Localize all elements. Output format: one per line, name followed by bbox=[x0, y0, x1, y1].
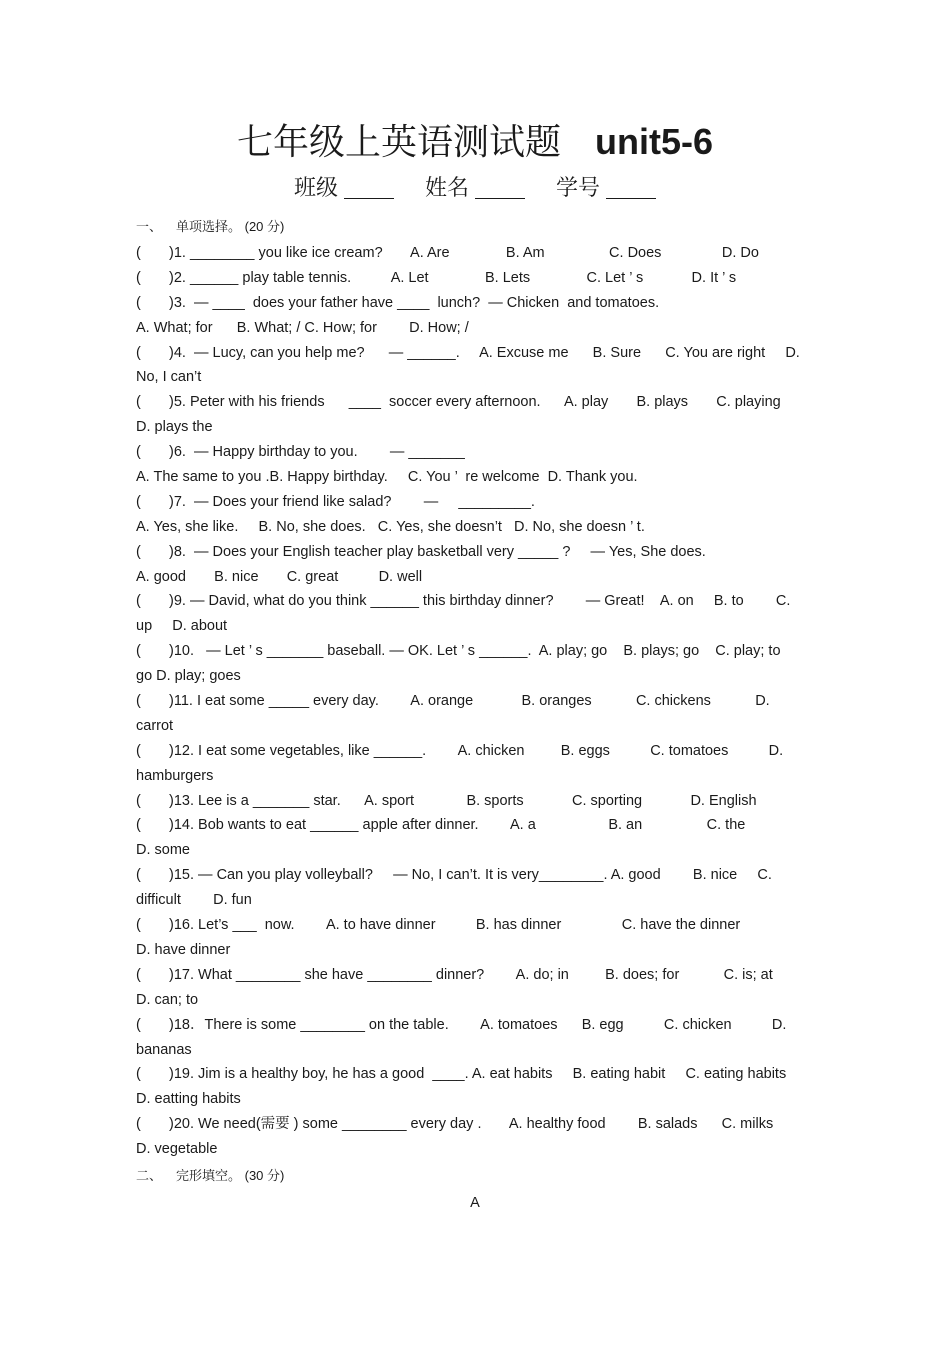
question-line: difficult D. fun bbox=[136, 892, 252, 909]
name-label: 姓名 bbox=[424, 176, 469, 201]
section-title: 完形填空。 (30 分) bbox=[176, 1168, 285, 1183]
question-line: ( )17. What ________ she have ________ dinner? A. do; in B. does; for C. is; at bbox=[136, 966, 773, 983]
question-line: ( )2. ______ play table tennis. A. Let B. Lets C. Let ’ s D. It ’ s bbox=[136, 269, 737, 286]
question-line: ( )6. — Happy birthday to you. — _______ bbox=[136, 444, 465, 461]
question-line: D. vegetable bbox=[136, 1141, 218, 1158]
question-line: ( )10. — Let ’ s _______ baseball. — OK. Let ’ s ______. A. play; go B. plays; go C. play; to bbox=[136, 643, 781, 660]
number-label: 学号 bbox=[556, 176, 601, 201]
question-line: ( )14. Bob wants to eat ______ apple after dinner. A. a B. an C. the bbox=[136, 817, 746, 834]
section-heading-2 bbox=[136, 1166, 284, 1186]
name-field bbox=[425, 172, 525, 206]
page-title bbox=[0, 118, 950, 167]
question-line: ( )4. — Lucy, can you help me? — ______. A. Excuse me B. Sure C. You are right D. bbox=[136, 344, 800, 361]
question-line: ( )18．There is some ________ on the table. A. tomatoes B. egg C. chicken D. bbox=[136, 1016, 787, 1033]
question-line: A. good B. nice C. great D. well bbox=[136, 568, 423, 585]
question-line: ( )9. — David, what do you think ______ this birthday dinner? — Great! A. on B. to C. bbox=[136, 593, 791, 610]
question-line: ( )8. — Does your English teacher play basketball very _____ ? — Yes, She does. bbox=[136, 543, 706, 560]
question-line: D. can; to bbox=[136, 991, 199, 1008]
question-line: D. plays the bbox=[136, 419, 213, 436]
question-line: A. Yes, she like. B. No, she does. C. Yes, she doesn’t D. No, she doesn ’ t. bbox=[136, 518, 645, 535]
title-chinese: 七年级上英语测试题 bbox=[236, 122, 561, 163]
question-line: ( )11. I eat some _____ every day. A. orange B. oranges C. chickens D. bbox=[136, 693, 770, 710]
class-field bbox=[294, 172, 394, 206]
question-line: ( )1. ________ you like ice cream? A. Are B. Am C. Does D. Do bbox=[136, 245, 759, 261]
question-line: ( )15. — Can you play volleyball? — No, I can’t. It is very________. A. good B. nice C. bbox=[136, 867, 772, 884]
question-line: ( )3. — ____ does your father have ____ lunch? — Chicken and tomatoes. bbox=[136, 294, 660, 311]
question-line: D. eatting habits bbox=[136, 1091, 241, 1108]
question-line: ( )7. — Does your friend like salad? — _________. bbox=[136, 493, 535, 510]
question-line: ( )5. Peter with his friends ____ soccer every afternoon. A. play B. plays C. playing bbox=[136, 394, 781, 411]
student-info-row bbox=[0, 172, 950, 206]
question-line: A. The same to you .B. Happy birthday. C. You ’ re welcome D. Thank you. bbox=[136, 469, 638, 486]
name-blank bbox=[475, 176, 525, 199]
question-line: hamburgers bbox=[136, 767, 214, 784]
question-line: ( )20. We need(需要 ) some ________ every day . A. healthy food B. salads C. milks bbox=[136, 1116, 774, 1133]
number-blank bbox=[606, 176, 656, 199]
question-line: D. have dinner bbox=[136, 941, 231, 958]
number-field bbox=[556, 172, 656, 206]
section-number: 二、 bbox=[136, 1168, 163, 1183]
question-line: D. some bbox=[136, 842, 190, 859]
class-label: 班级 bbox=[293, 176, 338, 201]
question-line: ( )19. Jim is a healthy boy, he has a good ____. A. eat habits B. eating habit C. eating habits bbox=[136, 1066, 787, 1083]
section-number: 一、 bbox=[136, 219, 163, 234]
passage-label: A bbox=[470, 1195, 480, 1211]
section-title: 单项选择。 (20 分) bbox=[176, 219, 285, 234]
question-line: bananas bbox=[136, 1041, 192, 1058]
question-line: No, I can’t bbox=[136, 369, 202, 386]
question-line: go D. play; goes bbox=[136, 668, 241, 685]
question-line: ( )12. I eat some vegetables, like ______. A. chicken B. eggs C. tomatoes D. bbox=[136, 742, 784, 759]
question-line: A. What; for B. What; / C. How; for D. How; / bbox=[136, 319, 469, 336]
class-blank bbox=[344, 176, 394, 199]
question-list bbox=[136, 241, 816, 1162]
question-line: ( )16. Let’s ___ now. A. to have dinner B. has dinner C. have the dinner bbox=[136, 917, 741, 934]
title-unit: unit5-6 bbox=[595, 121, 714, 162]
question-line: ( )13. Lee is a _______ star. A. sport B. sports C. sporting D. English bbox=[136, 792, 757, 809]
section-heading-1 bbox=[136, 217, 284, 237]
question-line: up D. about bbox=[136, 618, 228, 635]
question-line: carrot bbox=[136, 717, 174, 734]
